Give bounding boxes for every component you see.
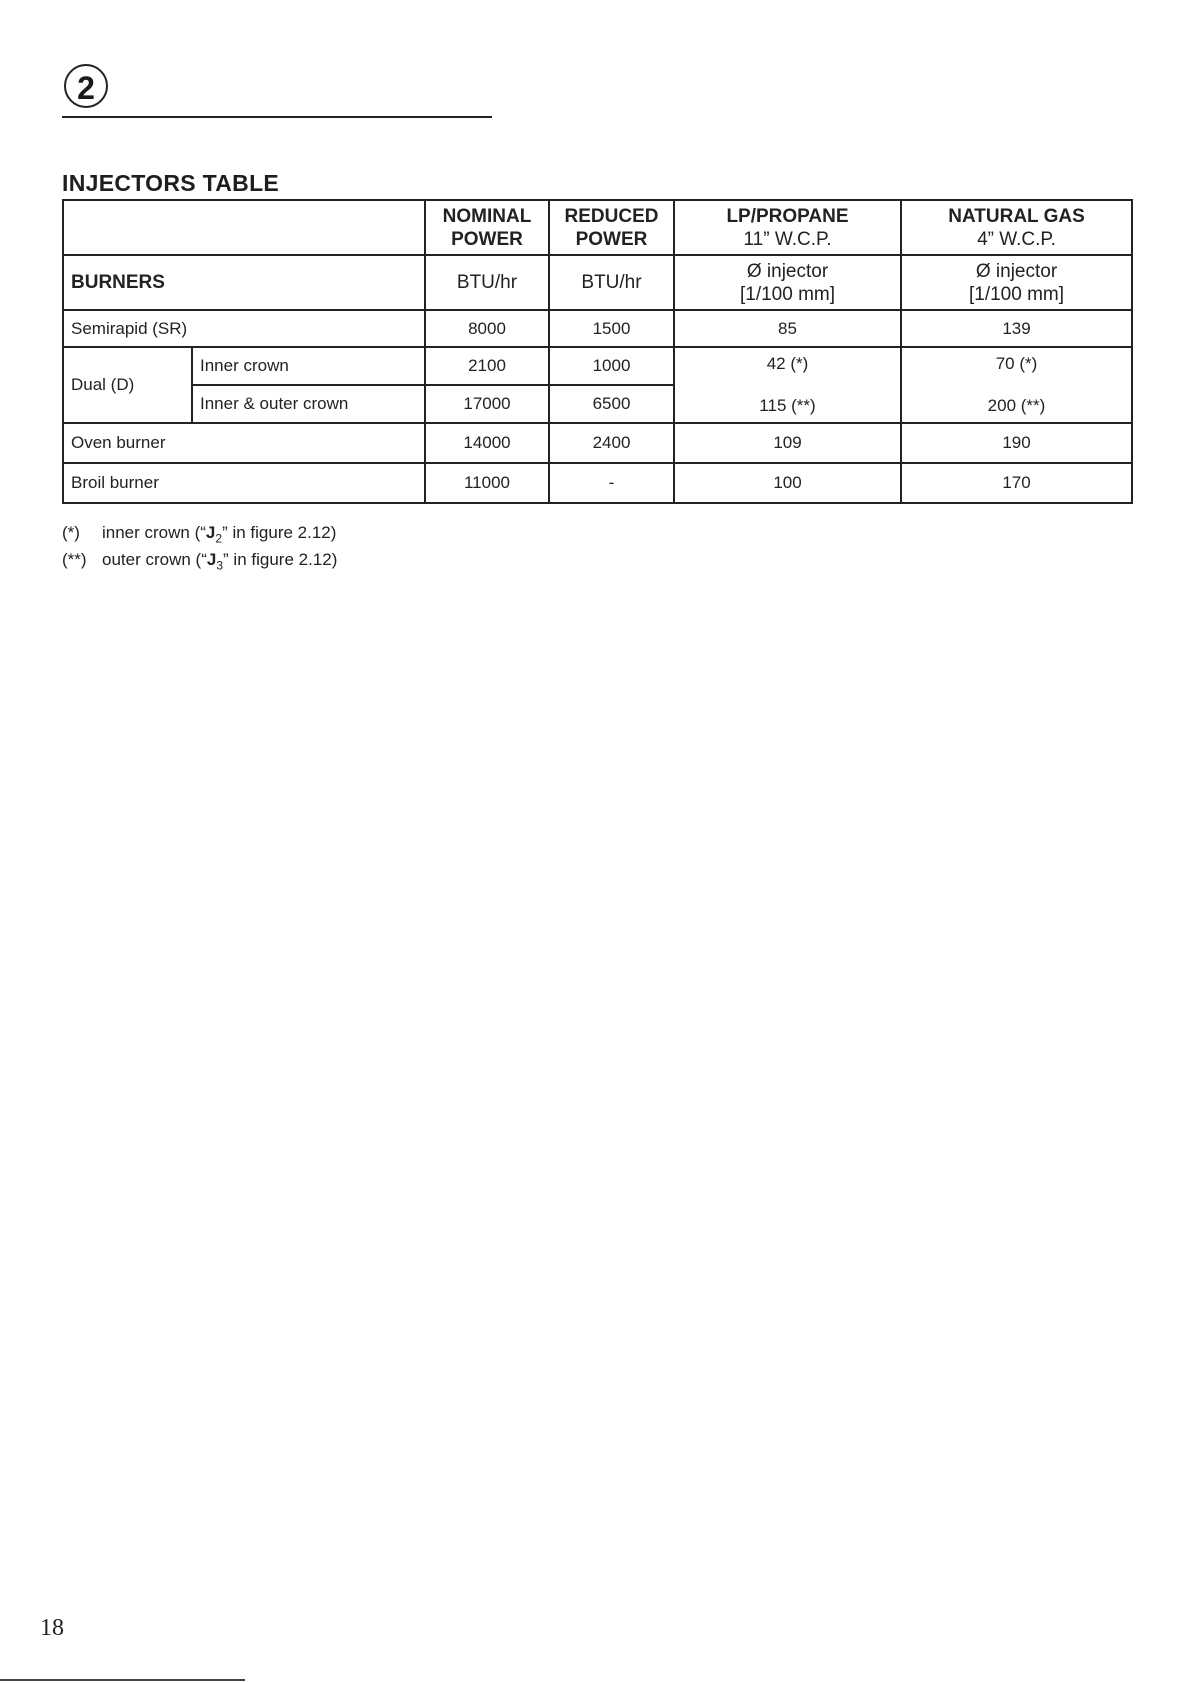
lp-value: 85: [674, 310, 901, 347]
table-title: INJECTORS TABLE: [62, 170, 280, 196]
empty-header-cell: [63, 200, 425, 255]
natural-gas-header: NATURAL GAS 4” W.C.P.: [901, 200, 1132, 255]
table-row: [63, 463, 1132, 503]
reduced-value: -: [549, 463, 674, 503]
burner-name: Broil burner: [63, 463, 425, 503]
lp-value: 42 (*) 115 (**): [674, 347, 901, 423]
reduced-value: 1000: [549, 347, 674, 385]
injectors-table: [62, 199, 1133, 504]
burner-subname: Inner crown: [192, 347, 425, 385]
nominal-value: 11000: [425, 463, 549, 503]
nominal-value: 2100: [425, 347, 549, 385]
footnote: (*) inner crown (“$J_2$” in figure 2.12): [62, 519, 337, 546]
table-row: [63, 347, 1132, 385]
nominal-unit: BTU/hr: [425, 255, 549, 310]
nominal-power-header: NOMINAL POWER: [425, 200, 549, 255]
section-header: [62, 60, 492, 118]
lp-value: 109: [674, 423, 901, 463]
header-row: [63, 200, 1132, 255]
lp-value: 100: [674, 463, 901, 503]
reduced-power-header: REDUCED POWER: [549, 200, 674, 255]
table-row: [63, 423, 1132, 463]
reduced-value: 6500: [549, 385, 674, 423]
footnote-mark: (*): [62, 523, 80, 542]
units-row: [63, 255, 1132, 310]
reduced-value: 1500: [549, 310, 674, 347]
ng-injector-unit: Ø injector [1/100 mm]: [901, 255, 1132, 310]
ng-value: 170: [901, 463, 1132, 503]
footer-rule: [0, 1679, 245, 1681]
reduced-value: 2400: [549, 423, 674, 463]
nominal-value: 8000: [425, 310, 549, 347]
ng-value: 139: [901, 310, 1132, 347]
table-row: [63, 310, 1132, 347]
footnote-mark: (**): [62, 550, 87, 569]
lp-propane-header: LP/PROPANE 11” W.C.P.: [674, 200, 901, 255]
ng-value: 70 (*) 200 (**): [901, 347, 1132, 423]
reduced-unit: BTU/hr: [549, 255, 674, 310]
footnotes: [62, 519, 337, 573]
burner-name: Dual (D): [63, 347, 192, 423]
page-number: 18: [40, 1615, 64, 1641]
footnote: (**) outer crown (“$J_3$” in figure 2.12): [62, 546, 337, 573]
burners-label: BURNERS: [63, 255, 425, 310]
ng-value: 190: [901, 423, 1132, 463]
nominal-value: 17000: [425, 385, 549, 423]
burner-subname: Inner & outer crown: [192, 385, 425, 423]
lp-injector-unit: Ø injector [1/100 mm]: [674, 255, 901, 310]
burner-name: Oven burner: [63, 423, 425, 463]
nominal-value: 14000: [425, 423, 549, 463]
section-number-badge: 2: [64, 64, 108, 108]
burner-name: Semirapid (SR): [63, 310, 425, 347]
